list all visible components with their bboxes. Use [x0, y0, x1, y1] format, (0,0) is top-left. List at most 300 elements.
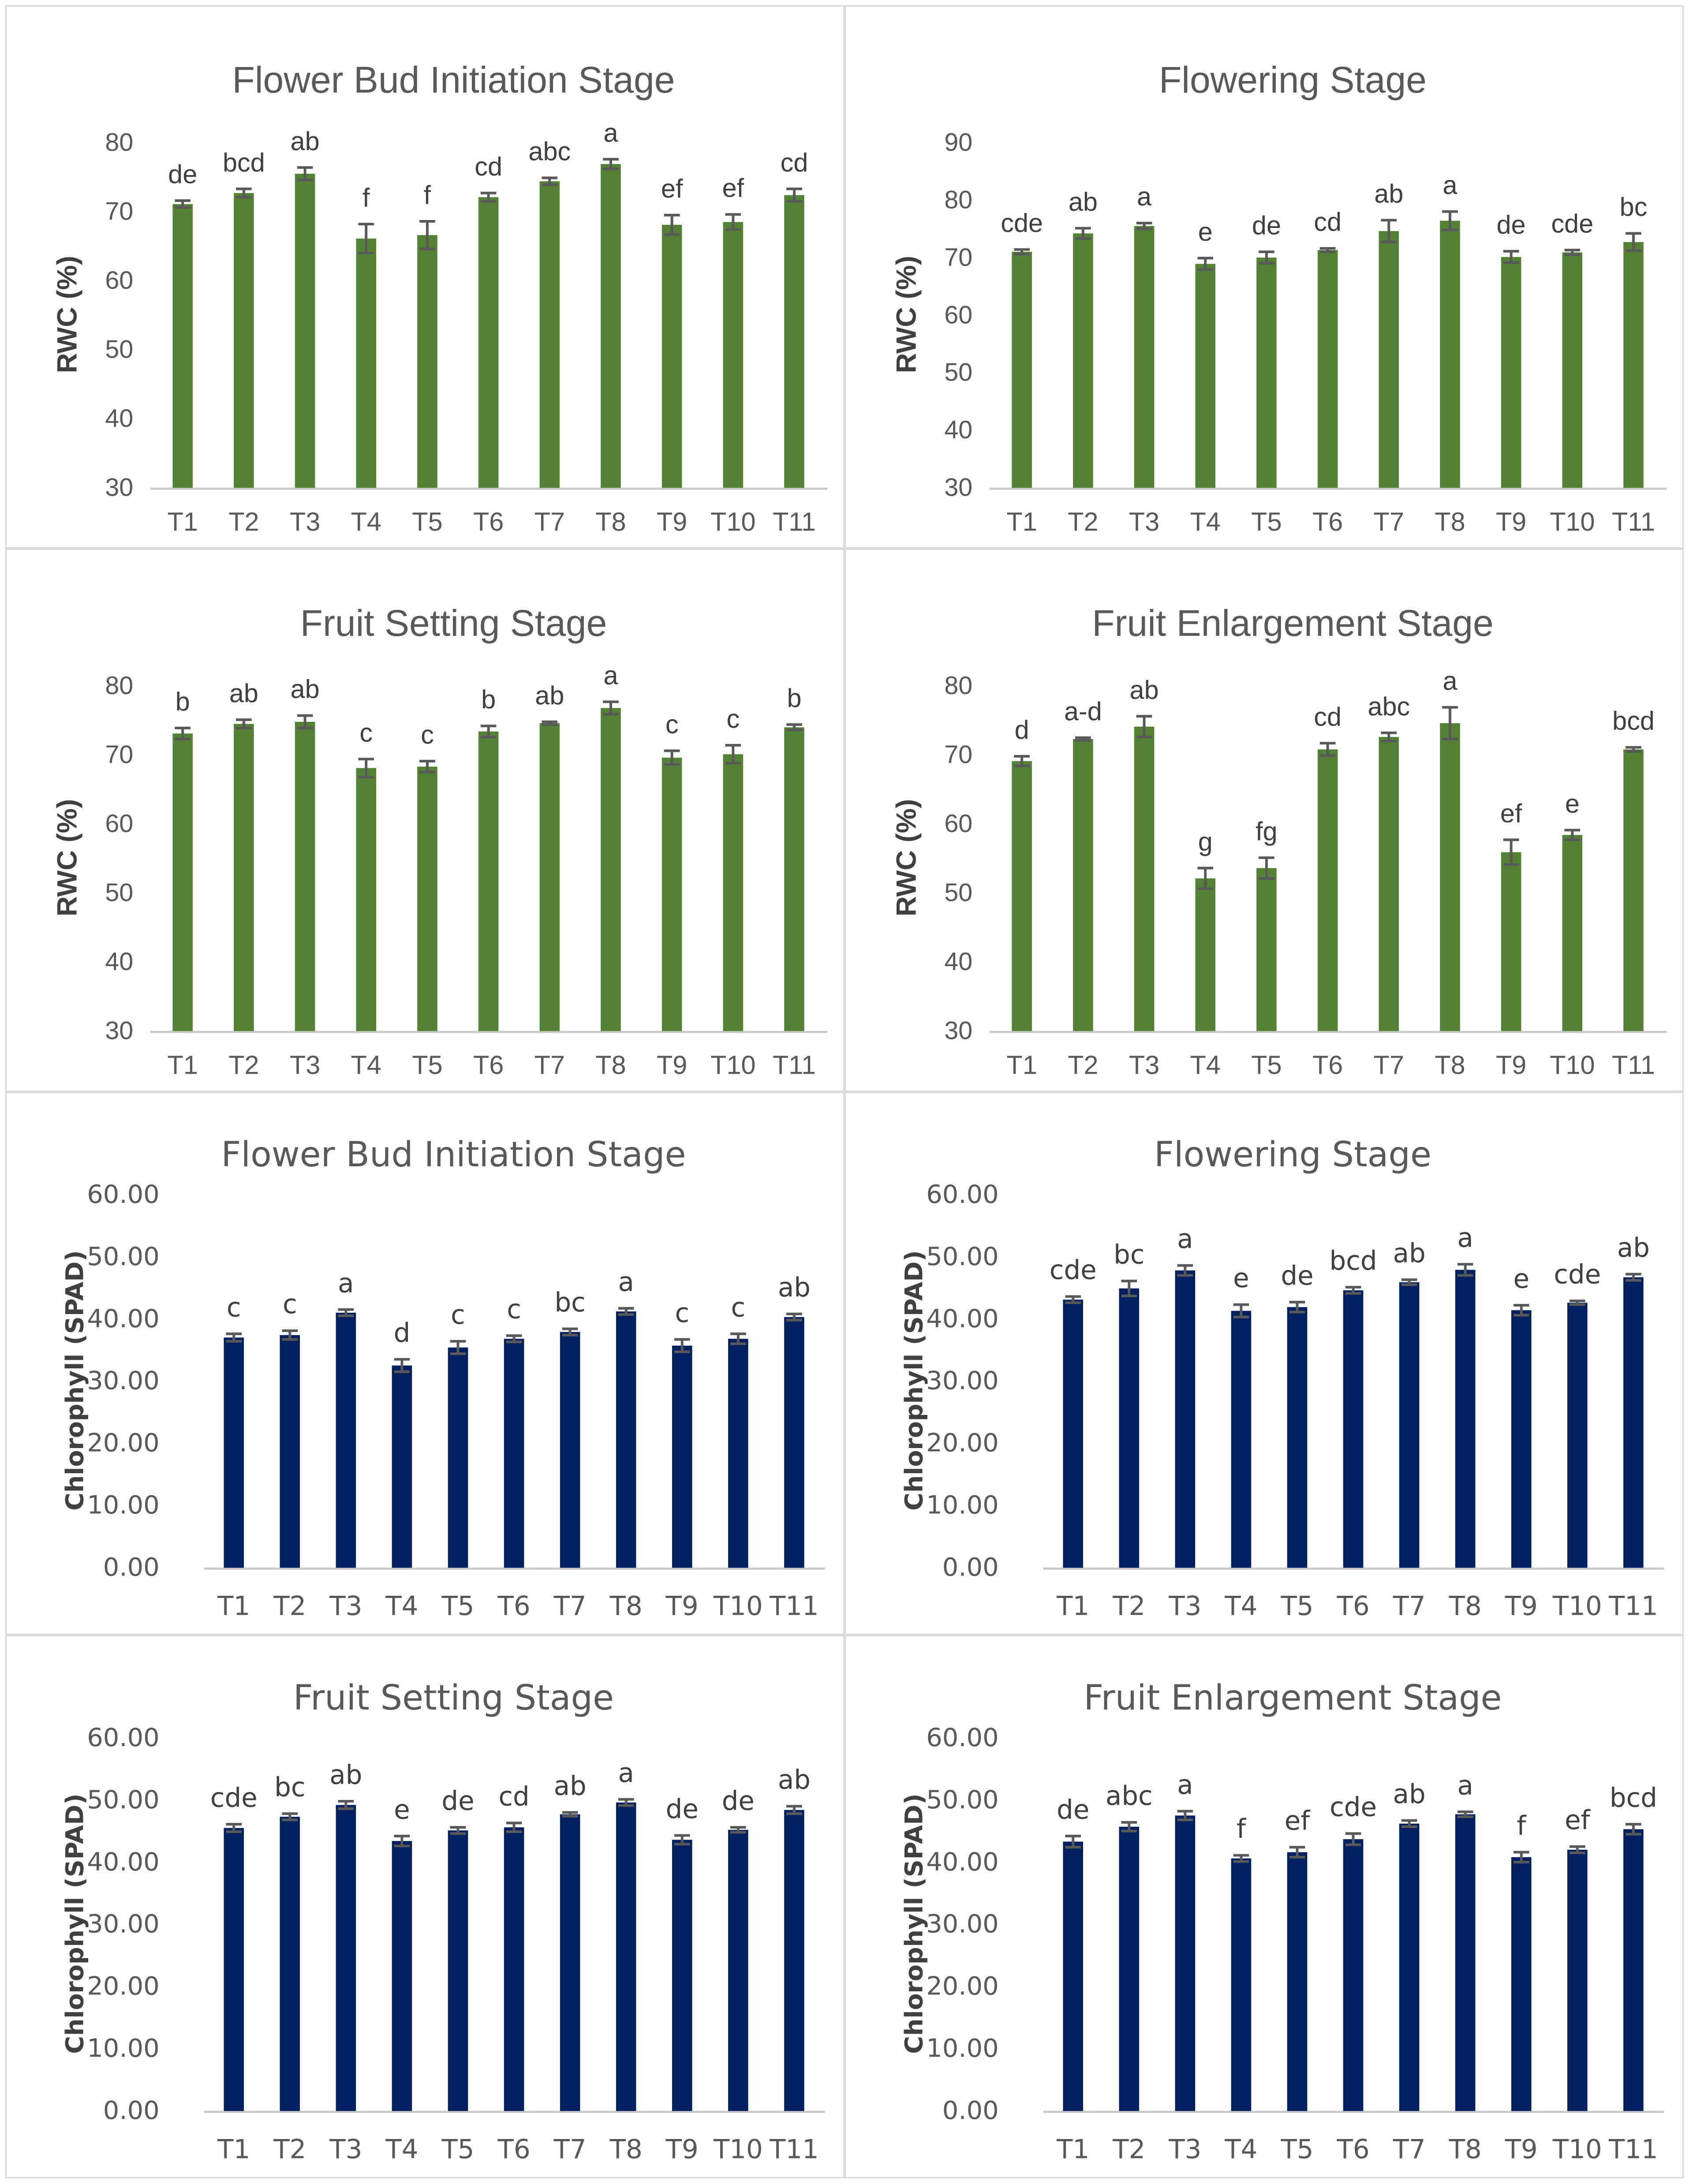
- y-tick-label: 40.00: [87, 1847, 160, 1877]
- sig-letter-T1: cde: [1049, 1255, 1097, 1286]
- y-tick-label: 80: [944, 186, 973, 214]
- sig-letter-T8: a: [603, 660, 618, 690]
- sig-letter-T9: c: [675, 1298, 690, 1329]
- sig-letter-T9: f: [1517, 1811, 1526, 1841]
- bar-T3: [336, 1805, 356, 2111]
- bar-T11: [1623, 1829, 1644, 2111]
- bar-T1: [1063, 1842, 1083, 2111]
- y-tick-label: 10.00: [926, 1490, 999, 1520]
- y-tick-label: 30: [105, 473, 134, 502]
- x-category-label-T8: T8: [1435, 1050, 1465, 1080]
- sig-letter-T4: f: [362, 183, 370, 213]
- sig-letter-T7: ab: [1393, 1238, 1426, 1269]
- x-category-label-T9: T9: [657, 1050, 688, 1080]
- sig-letter-T4: g: [1198, 827, 1213, 857]
- bar-T5: [448, 1830, 468, 2111]
- x-category-label-T1: T1: [167, 1050, 198, 1080]
- chart-title: Fruit Setting Stage: [300, 602, 607, 644]
- sig-letter-T5: de: [1281, 1261, 1314, 1292]
- sig-letter-T4: e: [1233, 1263, 1249, 1294]
- x-category-label-T9: T9: [1505, 2134, 1538, 2165]
- sig-letter-T6: cd: [1314, 207, 1342, 237]
- sig-letter-T11: cd: [780, 147, 808, 177]
- bar-T8: [1455, 1270, 1476, 1568]
- bar-T1: [1012, 761, 1032, 1031]
- x-category-label-T9: T9: [1505, 1591, 1538, 1622]
- y-tick-label: 0.00: [942, 2095, 999, 2125]
- x-category-label-T5: T5: [1251, 507, 1282, 537]
- y-tick-label: 60.00: [926, 1722, 999, 1752]
- bar-T4: [1231, 1859, 1252, 2111]
- x-category-label-T1: T1: [1057, 1591, 1090, 1622]
- x-category-label-T5: T5: [1251, 1050, 1282, 1080]
- x-category-label-T8: T8: [595, 507, 626, 537]
- y-axis-label: Chlorophyll (SPAD): [61, 1793, 90, 2054]
- bar-T9: [1501, 257, 1521, 488]
- bar-T7: [1399, 1282, 1420, 1568]
- x-category-label-T10: T10: [710, 1050, 756, 1080]
- y-tick-label: 20.00: [926, 1971, 999, 2001]
- bar-T3: [1134, 226, 1155, 488]
- x-category-label-T3: T3: [1128, 507, 1160, 537]
- bar-T5: [1287, 1307, 1308, 1568]
- x-category-label-T11: T11: [769, 2134, 819, 2165]
- sig-letter-T11: bcd: [1612, 706, 1655, 736]
- sig-letter-T10: ef: [1565, 1805, 1590, 1836]
- bar-T6: [478, 197, 499, 488]
- y-tick-label: 40.00: [926, 1303, 999, 1333]
- bar-T6: [1343, 1290, 1364, 1568]
- y-tick-label: 40.00: [926, 1847, 999, 1877]
- bar-T5: [1256, 868, 1277, 1031]
- x-category-label-T11: T11: [1608, 1591, 1658, 1622]
- x-category-label-T10: T10: [1550, 1050, 1595, 1080]
- bar-T2: [280, 1817, 300, 2111]
- x-category-label-T6: T6: [497, 1591, 531, 1622]
- y-axis-label: Chlorophyll (SPAD): [900, 1793, 929, 2054]
- bar-T7: [540, 181, 560, 488]
- y-tick-label: 70: [105, 740, 134, 769]
- bar-T11: [784, 727, 804, 1031]
- x-category-label-T9: T9: [1496, 1050, 1527, 1080]
- sig-letter-T11: ab: [777, 1273, 811, 1303]
- bar-T11: [784, 1317, 804, 1568]
- x-category-label-T5: T5: [1281, 2134, 1314, 2165]
- x-category-label-T10: T10: [713, 1591, 763, 1622]
- bar-T10: [728, 1830, 748, 2111]
- x-category-label-T9: T9: [657, 507, 688, 537]
- panel-rwc-flowering: [844, 5, 1684, 549]
- y-tick-label: 30.00: [926, 1909, 999, 1939]
- sig-letter-T2: bc: [274, 1772, 306, 1803]
- bar-T10: [1562, 252, 1583, 488]
- sig-letter-T11: bcd: [1609, 1783, 1657, 1814]
- bar-T9: [1511, 1857, 1532, 2111]
- bar-T10: [1567, 1303, 1588, 1568]
- bar-T8: [601, 708, 621, 1031]
- x-category-label-T1: T1: [217, 1591, 250, 1622]
- bar-T9: [662, 225, 682, 488]
- x-category-label-T9: T9: [1496, 507, 1527, 537]
- y-tick-label: 0.00: [103, 1552, 160, 1582]
- sig-letter-T2: ab: [1068, 187, 1098, 217]
- sig-letter-T10: ef: [722, 173, 744, 203]
- bar-T1: [1063, 1299, 1083, 1568]
- x-category-label-T8: T8: [1449, 2134, 1482, 2165]
- y-tick-label: 50: [105, 335, 134, 364]
- sig-letter-T10: cde: [1554, 1259, 1601, 1290]
- bar-T7: [1379, 737, 1399, 1031]
- x-category-label-T6: T6: [473, 507, 504, 537]
- sig-letter-T1: cde: [210, 1783, 258, 1814]
- y-tick-label: 70: [944, 243, 973, 272]
- sig-letter-T2: bcd: [222, 147, 265, 177]
- sig-letter-T5: fg: [1256, 816, 1278, 846]
- x-category-label-T5: T5: [412, 1050, 443, 1080]
- y-axis-label: RWC (%): [891, 255, 922, 373]
- bar-T7: [540, 723, 560, 1031]
- bar-T8: [1455, 1814, 1476, 2111]
- bar-T1: [224, 1828, 244, 2111]
- x-category-label-T7: T7: [1393, 2134, 1426, 2165]
- bar-T5: [417, 235, 437, 488]
- y-tick-label: 40.00: [87, 1303, 160, 1333]
- x-category-label-T8: T8: [595, 1050, 626, 1080]
- x-category-label-T4: T4: [385, 1591, 419, 1622]
- x-category-label-T6: T6: [497, 2134, 531, 2165]
- y-axis-label: Chlorophyll (SPAD): [900, 1250, 929, 1511]
- bar-T6: [478, 732, 499, 1031]
- x-category-label-T1: T1: [217, 2134, 250, 2165]
- sig-letter-T10: c: [731, 1292, 746, 1323]
- sig-letter-T6: b: [481, 684, 496, 714]
- y-tick-label: 60: [105, 266, 134, 295]
- x-category-label-T9: T9: [665, 1591, 699, 1622]
- bar-T1: [172, 204, 193, 488]
- y-tick-label: 20.00: [926, 1428, 999, 1458]
- sig-letter-T2: bc: [1114, 1239, 1145, 1270]
- bar-T7: [1399, 1824, 1420, 2111]
- sig-letter-T8: a: [1457, 1223, 1473, 1254]
- bar-T5: [1256, 258, 1277, 488]
- x-category-label-T9: T9: [665, 2134, 699, 2165]
- bar-T3: [295, 174, 315, 488]
- x-category-label-T4: T4: [1225, 2134, 1258, 2165]
- panel-spad-flowering: [844, 1092, 1684, 1635]
- sig-letter-T1: d: [1014, 715, 1029, 745]
- sig-letter-T10: cde: [1551, 209, 1594, 239]
- bar-T2: [234, 193, 254, 488]
- x-category-label-T6: T6: [1337, 1591, 1370, 1622]
- sig-letter-T5: ef: [1284, 1806, 1310, 1837]
- y-tick-label: 50.00: [926, 1241, 999, 1271]
- x-category-label-T7: T7: [553, 2134, 587, 2165]
- bar-T2: [1119, 1827, 1140, 2111]
- x-category-label-T5: T5: [412, 507, 443, 537]
- sig-letter-T1: b: [175, 687, 190, 717]
- y-tick-label: 50.00: [926, 1785, 999, 1814]
- sig-letter-T4: d: [393, 1318, 411, 1349]
- x-category-label-T6: T6: [473, 1050, 504, 1080]
- y-tick-label: 80: [105, 128, 134, 157]
- x-category-label-T4: T4: [1190, 507, 1221, 537]
- x-category-label-T3: T3: [289, 507, 321, 537]
- bar-T10: [728, 1339, 748, 1568]
- x-category-label-T6: T6: [1312, 507, 1343, 537]
- y-axis-label: RWC (%): [52, 799, 83, 917]
- y-tick-label: 50.00: [87, 1785, 160, 1814]
- x-category-label-T11: T11: [1612, 507, 1655, 537]
- x-category-label-T10: T10: [1552, 1591, 1602, 1622]
- sig-letter-T2: ab: [229, 678, 258, 708]
- panel-rwc-flower-bud-initiation: [5, 5, 844, 549]
- bar-T2: [280, 1335, 300, 1568]
- sig-letter-T11: bc: [1619, 192, 1648, 222]
- bar-T3: [336, 1313, 356, 1568]
- y-tick-label: 30.00: [87, 1366, 160, 1396]
- y-tick-label: 40: [105, 947, 134, 976]
- sig-letter-T9: de: [1496, 210, 1526, 240]
- sig-letter-T10: c: [726, 704, 740, 734]
- bar-T1: [224, 1337, 244, 1568]
- sig-letter-T3: a: [338, 1268, 354, 1299]
- sig-letter-T9: ef: [1500, 798, 1522, 828]
- bar-T10: [1567, 1850, 1588, 2111]
- x-category-label-T6: T6: [1312, 1050, 1343, 1080]
- bar-T6: [1343, 1839, 1364, 2111]
- sig-letter-T3: a: [1137, 182, 1152, 212]
- bar-T4: [1195, 264, 1215, 488]
- x-category-label-T7: T7: [1373, 507, 1404, 537]
- sig-letter-T4: e: [1198, 217, 1213, 246]
- sig-letter-T7: abc: [1368, 691, 1410, 721]
- x-category-label-T7: T7: [534, 1050, 565, 1080]
- x-category-label-T2: T2: [273, 1591, 306, 1622]
- sig-letter-T7: ab: [535, 680, 564, 710]
- bar-T4: [1195, 878, 1215, 1031]
- sig-letter-T6: cde: [1330, 1792, 1377, 1823]
- bar-T2: [1073, 233, 1093, 488]
- sig-letter-T4: c: [359, 717, 373, 747]
- x-category-label-T3: T3: [329, 2134, 362, 2165]
- x-category-label-T10: T10: [1550, 507, 1595, 537]
- x-category-label-T4: T4: [1225, 1591, 1258, 1622]
- x-category-label-T7: T7: [1373, 1050, 1404, 1080]
- x-category-label-T10: T10: [713, 2134, 763, 2165]
- chart-title: Flowering Stage: [1159, 59, 1427, 101]
- y-tick-label: 0.00: [942, 1552, 999, 1582]
- bar-T8: [1440, 723, 1460, 1031]
- bar-T9: [1501, 852, 1521, 1031]
- bar-T4: [356, 239, 376, 488]
- bar-T9: [672, 1346, 692, 1568]
- sig-letter-T8: a: [1442, 170, 1457, 200]
- sig-letter-T2: c: [282, 1289, 297, 1320]
- y-tick-label: 70: [944, 740, 973, 769]
- bar-T6: [504, 1827, 524, 2111]
- y-tick-label: 60.00: [87, 1722, 160, 1752]
- x-category-label-T11: T11: [773, 507, 816, 537]
- x-category-label-T5: T5: [441, 1591, 475, 1622]
- y-tick-label: 50: [105, 878, 134, 907]
- sig-letter-T5: c: [451, 1300, 465, 1331]
- sig-letter-T6: bcd: [1329, 1246, 1377, 1277]
- sig-letter-T9: de: [665, 1794, 699, 1825]
- sig-letter-T11: ab: [777, 1765, 811, 1796]
- x-category-label-T8: T8: [1449, 1591, 1482, 1622]
- bar-T3: [295, 722, 315, 1031]
- sig-letter-T2: abc: [1105, 1781, 1153, 1812]
- x-category-label-T1: T1: [1006, 507, 1037, 537]
- bar-T8: [616, 1311, 636, 1568]
- bar-T9: [672, 1840, 692, 2111]
- y-tick-label: 10.00: [87, 2033, 160, 2063]
- bar-T10: [723, 754, 744, 1031]
- x-category-label-T2: T2: [1113, 2134, 1146, 2165]
- sig-letter-T11: ab: [1617, 1232, 1650, 1263]
- x-category-label-T4: T4: [385, 2134, 419, 2165]
- y-tick-label: 30: [944, 1016, 973, 1045]
- sig-letter-T1: de: [1057, 1795, 1090, 1826]
- bar-T1: [1012, 252, 1032, 488]
- bar-T11: [1623, 1277, 1644, 1568]
- x-category-label-T11: T11: [769, 1591, 819, 1622]
- bar-T10: [1562, 835, 1583, 1031]
- y-tick-label: 60.00: [87, 1179, 160, 1209]
- sig-letter-T6: cd: [1314, 702, 1342, 732]
- sig-letter-T7: ab: [1393, 1779, 1426, 1810]
- y-axis-label: Chlorophyll (SPAD): [61, 1250, 90, 1511]
- y-tick-label: 40: [105, 404, 134, 433]
- bar-T11: [784, 1810, 804, 2111]
- sig-letter-T3: a: [1177, 1770, 1193, 1800]
- y-tick-label: 80: [944, 672, 973, 700]
- x-category-label-T2: T2: [1113, 1591, 1146, 1622]
- y-tick-label: 10.00: [926, 2033, 999, 2063]
- x-category-label-T11: T11: [1612, 1050, 1655, 1080]
- y-tick-label: 60: [105, 810, 134, 838]
- y-tick-label: 20.00: [87, 1971, 160, 2001]
- x-category-label-T2: T2: [228, 1050, 259, 1080]
- sig-letter-T7: bc: [554, 1288, 586, 1318]
- y-tick-label: 40: [944, 947, 973, 976]
- y-tick-label: 10.00: [87, 1490, 160, 1520]
- x-category-label-T4: T4: [351, 1050, 381, 1080]
- x-category-label-T2: T2: [228, 507, 259, 537]
- x-category-label-T2: T2: [273, 2134, 306, 2165]
- bar-T11: [784, 195, 804, 488]
- y-tick-label: 90: [944, 128, 973, 157]
- x-category-label-T4: T4: [1190, 1050, 1221, 1080]
- chart-title: Fruit Enlargement Stage: [1084, 1678, 1502, 1718]
- bar-T8: [1440, 221, 1460, 488]
- sig-letter-T2: a-d: [1064, 696, 1102, 726]
- bar-T5: [417, 767, 437, 1031]
- y-tick-label: 70: [105, 197, 134, 226]
- bar-T8: [601, 164, 621, 488]
- sig-letter-T6: c: [507, 1294, 521, 1325]
- sig-letter-T1: c: [226, 1292, 241, 1323]
- bar-T4: [356, 768, 376, 1031]
- x-category-label-T6: T6: [1337, 2134, 1370, 2165]
- x-category-label-T8: T8: [609, 2134, 643, 2165]
- chart-title: Fruit Enlargement Stage: [1092, 602, 1494, 644]
- x-category-label-T3: T3: [1128, 1050, 1160, 1080]
- bar-T11: [1623, 242, 1644, 488]
- y-tick-label: 40: [944, 416, 973, 444]
- bar-T2: [1119, 1288, 1140, 1568]
- y-tick-label: 60: [944, 301, 973, 329]
- sig-letter-T6: cd: [498, 1781, 530, 1812]
- x-category-label-T1: T1: [1006, 1050, 1037, 1080]
- sig-letter-T8: a: [1442, 666, 1457, 696]
- x-category-label-T3: T3: [1169, 2134, 1202, 2165]
- y-tick-label: 20.00: [87, 1428, 160, 1458]
- y-tick-label: 50: [944, 878, 973, 907]
- x-category-label-T7: T7: [553, 1591, 587, 1622]
- sig-letter-T9: c: [665, 709, 679, 739]
- sig-letter-T3: ab: [329, 1760, 362, 1791]
- sig-letter-T3: ab: [290, 674, 320, 704]
- chart-title: Flowering Stage: [1154, 1135, 1431, 1175]
- x-category-label-T1: T1: [1057, 2134, 1090, 2165]
- x-category-label-T11: T11: [1608, 2134, 1658, 2165]
- bar-T9: [662, 758, 682, 1031]
- sig-letter-T5: de: [441, 1786, 475, 1817]
- bar-T4: [1231, 1311, 1252, 1568]
- bar-T6: [1318, 250, 1338, 488]
- x-category-label-T3: T3: [1169, 1591, 1202, 1622]
- x-category-label-T1: T1: [167, 507, 198, 537]
- bar-T3: [1134, 727, 1155, 1031]
- bar-T5: [1287, 1852, 1308, 2111]
- sig-letter-T8: a: [618, 1758, 634, 1789]
- bar-T3: [1175, 1815, 1196, 2111]
- x-category-label-T11: T11: [773, 1050, 816, 1080]
- x-category-label-T3: T3: [329, 1591, 362, 1622]
- y-tick-label: 50: [944, 358, 973, 387]
- y-axis-label: RWC (%): [891, 799, 922, 917]
- bar-T4: [392, 1841, 412, 2111]
- bar-T8: [616, 1803, 636, 2111]
- bar-T2: [234, 724, 254, 1031]
- bar-T1: [172, 734, 193, 1031]
- x-category-label-T8: T8: [1435, 507, 1465, 537]
- x-category-label-T5: T5: [1281, 1591, 1314, 1622]
- x-category-label-T2: T2: [1068, 1050, 1099, 1080]
- panel-rwc-fruit-setting: [5, 549, 844, 1092]
- y-tick-label: 30: [944, 473, 973, 502]
- bar-T7: [560, 1332, 580, 1568]
- sig-letter-T4: f: [1236, 1814, 1246, 1844]
- bar-T3: [1175, 1270, 1196, 1568]
- panel-spad-flower-bud-initiation: [5, 1092, 844, 1635]
- sig-letter-T3: a: [1177, 1224, 1193, 1255]
- sig-letter-T8: a: [603, 118, 618, 148]
- y-tick-label: 30: [105, 1016, 134, 1045]
- chart-title: Flower Bud Initiation Stage: [221, 1135, 686, 1175]
- sig-letter-T3: ab: [1129, 675, 1159, 705]
- sig-letter-T8: a: [618, 1267, 634, 1298]
- bar-T11: [1623, 750, 1644, 1031]
- sig-letter-T6: cd: [475, 152, 503, 182]
- x-category-label-T5: T5: [441, 2134, 475, 2165]
- sig-letter-T3: ab: [290, 126, 320, 156]
- bar-T5: [448, 1348, 468, 1568]
- y-tick-label: 60: [944, 810, 973, 838]
- x-category-label-T10: T10: [710, 507, 756, 537]
- panel-rwc-fruit-enlargement: [844, 549, 1684, 1092]
